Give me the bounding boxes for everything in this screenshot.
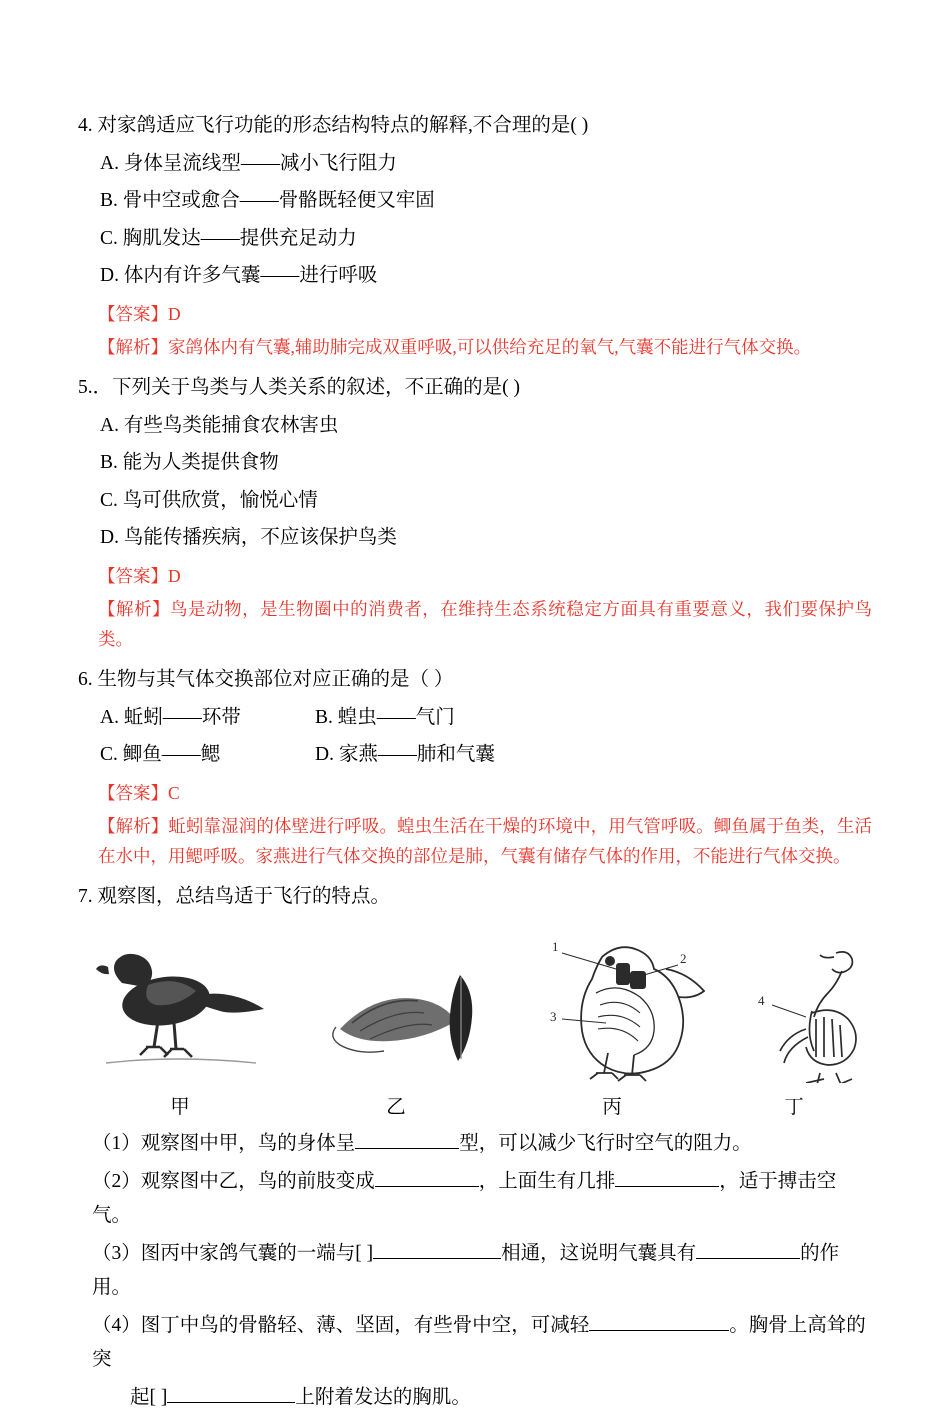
blank-input[interactable] xyxy=(589,1330,729,1331)
blank-input[interactable] xyxy=(355,1148,459,1149)
figure-caption-jia: 甲 xyxy=(170,1096,190,1118)
blank-input[interactable] xyxy=(167,1402,295,1403)
sub-question-3-part-1: （3）图丙中家鸽气囊的一端与[ ] xyxy=(92,1242,374,1264)
blank-input[interactable] xyxy=(375,1186,479,1187)
option-a: A. 有些鸟类能捕食农林害虫 xyxy=(100,414,339,436)
option-c: C. 鸟可供欣赏，愉悦心情 xyxy=(100,489,318,511)
option-d: D. 鸟能传播疾病，不应该保护鸟类 xyxy=(100,527,397,549)
sub-question-4-continuation xyxy=(78,1381,872,1415)
figure-caption-bing: 丙 xyxy=(602,1096,622,1118)
sub-question-3 xyxy=(78,1237,872,1305)
figure-bird-streamline xyxy=(88,933,278,1083)
question-stem: 4. 对家鸽适应飞行功能的形态结构特点的解释,不合理的是( ) xyxy=(78,115,589,136)
option-row xyxy=(78,739,872,771)
sub-question-1-part-2: 型，可以减少飞行时空气的阻力。 xyxy=(459,1132,752,1154)
figure-pigeon-airsacs xyxy=(538,927,728,1082)
figure-callout-2: 2 xyxy=(680,950,687,966)
figure-callout-3: 3 xyxy=(550,1008,557,1024)
question-block-4 xyxy=(78,110,872,362)
sub-question-1-part-1: （1）观察图中甲，鸟的身体呈 xyxy=(92,1132,356,1154)
option-a: A. 身体呈流线型——减小飞行阻力 xyxy=(100,152,397,174)
option-a: A. 蚯蚓——环带 xyxy=(100,706,241,728)
option-b: B. 骨中空或愈合——骨骼既轻便又牢固 xyxy=(100,190,435,212)
question-block-5 xyxy=(78,372,872,654)
figure-caption-row xyxy=(78,1091,872,1117)
analysis-text: 【解析】鸟是动物，是生物圈中的消费者，在维持生态系统稳定方面具有重要意义，我们要保护鸟类。 xyxy=(98,598,872,649)
analysis-text: 【解析】家鸽体内有气囊,辅助肺完成双重呼吸,可以供给充足的氧气,气囊不能进行气体交换。 xyxy=(98,336,812,357)
option-c: C. 胸肌发达——提供充足动力 xyxy=(100,227,357,249)
sub-question-1 xyxy=(78,1127,872,1161)
answer-text: 【答案】D xyxy=(98,303,181,324)
sub-question-3-part-3: 的作用。 xyxy=(92,1242,840,1299)
question-block-6 xyxy=(78,664,872,871)
option-b: B. 能为人类提供食物 xyxy=(100,452,279,474)
answer-text: 【答案】C xyxy=(98,782,180,803)
figure-callout-1: 1 xyxy=(552,938,559,954)
question-stem: 6. 生物与其气体交换部位对应正确的是（ ） xyxy=(78,669,454,691)
question-block-7 xyxy=(78,881,872,1416)
option-b: B. 蝗虫——气门 xyxy=(315,706,455,728)
sub-question-2 xyxy=(78,1165,872,1233)
sub-question-4-cont-part-2: 上附着发达的胸肌。 xyxy=(295,1387,471,1409)
option-d: D. 体内有许多气囊——进行呼吸 xyxy=(100,265,378,287)
figure-caption-yi: 乙 xyxy=(386,1096,406,1118)
sub-question-4-part-2: 。胸骨上高耸的突 xyxy=(92,1315,866,1371)
sub-question-2-part-2: ，上面生有几排 xyxy=(478,1170,616,1192)
option-d: D. 家燕——肺和气囊 xyxy=(315,744,495,766)
figure-skeleton xyxy=(750,933,900,1083)
question-stem: 5.．下列关于鸟类与人类关系的叙述，不正确的是( ) xyxy=(78,376,520,398)
figure-group xyxy=(78,927,872,1087)
sub-question-3-part-2: 相通，这说明气囊具有 xyxy=(501,1242,697,1264)
sub-question-4-cont-part-1: 起[ ] xyxy=(130,1387,168,1409)
blank-input[interactable] xyxy=(373,1258,501,1259)
figure-wing-feather xyxy=(330,957,500,1077)
figure-caption-ding: 丁 xyxy=(784,1096,804,1118)
sub-question-2-part-1: （2）观察图中乙，鸟的前肢变成 xyxy=(92,1170,375,1192)
question-stem: 7. 观察图，总结鸟适于飞行的特点。 xyxy=(78,885,391,907)
analysis-text: 【解析】蚯蚓靠湿润的体壁进行呼吸。蝗虫生活在干燥的环境中，用气管呼吸。鲫鱼属于鱼类，生活在水中，用鳃呼吸。家燕进行气体交换的部位是肺，气囊有储存气体的作用，不能进行气体交换。 xyxy=(98,815,872,866)
sub-question-2-part-3: ，适于搏击空气。 xyxy=(92,1170,837,1226)
figure-callout-4: 4 xyxy=(758,992,765,1008)
blank-input[interactable] xyxy=(696,1258,800,1259)
answer-text: 【答案】D xyxy=(98,565,181,586)
sub-question-4 xyxy=(78,1309,872,1377)
option-c: C. 鲫鱼——鳃 xyxy=(100,744,221,766)
option-row xyxy=(78,702,872,734)
sub-question-4-part-1: （4）图丁中鸟的骨骼轻、薄、坚固，有些骨中空，可减轻 xyxy=(92,1315,590,1337)
blank-input[interactable] xyxy=(615,1186,719,1187)
